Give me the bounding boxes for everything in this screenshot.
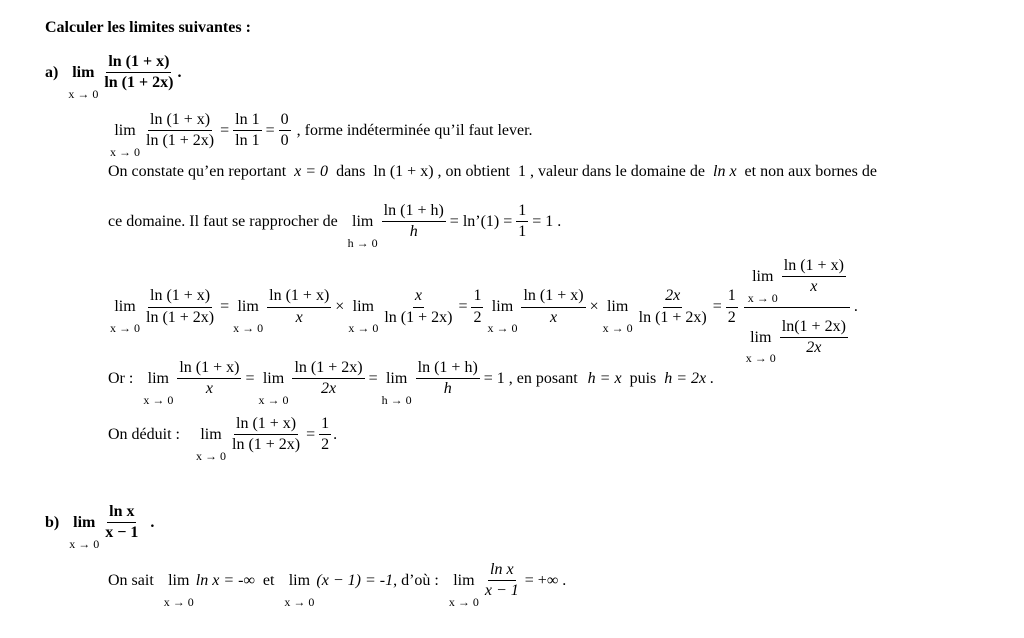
fraction: $\frac{\ln (1 + 2x)}{2x}$ bbox=[294, 358, 363, 398]
limit-operator: lim h → 0 bbox=[381, 370, 412, 407]
limit-operator: lim x → 0 bbox=[110, 298, 140, 335]
compound-fraction: lim x → 0 ln (1 + x) x lim x → 0 ln(1 + 2x) 2x bbox=[742, 250, 852, 364]
fraction: $\frac{1}{2}$ bbox=[727, 287, 736, 326]
fraction: $\frac{2x}{\ln (1 + 2x)}$ bbox=[638, 287, 707, 326]
fraction: $\frac{\ln (1 + x)}{x}$ bbox=[523, 287, 584, 326]
limit-operator: lim x → 0 bbox=[284, 572, 315, 609]
fraction: ln x x − 1 bbox=[105, 502, 139, 542]
limit-operator: lim x → 0 bbox=[448, 572, 479, 609]
fraction: $\frac{\ln (1 + x)}{\ln (1 + 2x)}$ bbox=[232, 414, 301, 454]
exercise-b-title: b) lim x → 0 ln x x − 1 . bbox=[45, 496, 154, 550]
fraction: $\frac{1}{2}$ bbox=[473, 287, 482, 326]
limit-operator: lim x → 0 bbox=[69, 514, 100, 551]
limit-operator: lim x → 0 bbox=[602, 298, 633, 335]
limit-operator: lim x → 0 bbox=[258, 370, 289, 407]
exercise-a-title: a) lim x → 0 ln (1 + x) ln (1 + 2x) . bbox=[45, 46, 181, 100]
fraction: ln (1 + x) ln (1 + 2x) bbox=[104, 52, 174, 92]
limit-operator: lim x → 0 bbox=[143, 370, 174, 407]
limit-operator: lim x → 0 bbox=[68, 64, 99, 101]
fraction: $\frac{1}{1}$ bbox=[518, 201, 527, 241]
fraction: $\frac{1}{2}$ bbox=[321, 414, 330, 454]
limit-operator: lim x → 0 bbox=[487, 298, 518, 335]
limit-operator: lim x → 0 bbox=[348, 298, 379, 335]
deduction-line: On déduit : lim x → 0 $\frac{\ln (1 + x)}{\ln (1 + 2x)}$ = $\frac{1}{2}$ . bbox=[108, 408, 337, 462]
paragraph-line-2: ce domaine. Il faut se rapprocher de lim h → 0 $\frac{\ln (1 + h)}{h}$ = ln’(1) = $\frac{1}{1}$ = 1 . bbox=[108, 195, 563, 249]
fraction: $\frac{\text{ln x}}{x - 1}$ bbox=[484, 560, 519, 600]
page-heading: Calculer les limites suivantes : bbox=[45, 19, 251, 36]
fraction: $\frac{\ln (1 + x)}{\ln (1 + 2x)}$ bbox=[146, 287, 215, 326]
or-line: Or : lim x → 0 $\frac{\ln (1 + x)}{x}$ = lim x → 0 $\frac{\ln (1 + 2x)}{2x}$ = lim h → 0 $\frac{\ln (1 + h)}{h}$ = 1 , en posant h = x puis h = 2x . bbox=[108, 352, 714, 406]
fraction: $\frac{x}{\ln (1 + 2x)}$ bbox=[384, 287, 453, 326]
limit-operator: lim x → 0 bbox=[110, 122, 140, 159]
limit-operator: lim x → 0 bbox=[196, 426, 226, 463]
fraction: $\frac{\ln (1 + h)}{h}$ bbox=[417, 358, 478, 398]
fraction: $\frac{\ln (1 + x)}{x}$ bbox=[179, 358, 240, 398]
decomposition-line: lim x → 0 $\frac{\ln (1 + x)}{\ln (1 + 2x)}$ = lim x → 0 $\frac{\ln (1 + x)}{x}$ × lim x → 0 $\frac{x}{\ln (1 + 2x)}$ = $\frac{1}{2}$ lim x → 0 $\frac{\ln (1 + x)}{x}$ × lim x → 0 $\frac{2x}{\ln (1 + 2x)}$ = $\frac{1}{2}$ lim x → 0 ln (1 + x) x lim x → 0 ln(1 + 2x) 2x . bbox=[108, 250, 858, 364]
limit-operator: lim h → 0 bbox=[347, 213, 378, 250]
indeterminate-form-line: lim x → 0 $\frac{\ln (1 + x)}{\ln (1 + 2x)}$ = $\frac{\ln 1}{\ln 1}$ = $\frac{0}{0}$ , forme indéterminée qu’il faut lever. bbox=[108, 104, 533, 158]
limit-operator: lim x → 0 bbox=[163, 572, 194, 609]
exercise-a-label: a) bbox=[45, 63, 59, 81]
fraction: $\frac{\ln (1 + x)}{\ln (1 + 2x)}$ bbox=[146, 110, 215, 150]
fraction: $\frac{\ln 1}{\ln 1}$ bbox=[235, 110, 260, 150]
conclusion-b-line: On sait lim x → 0 ln x = -∞ et lim x → 0 (x − 1) = -1 , d’où : lim x → 0 $\frac{\text{ln x}}{x - 1}$ = +∞ . bbox=[108, 554, 568, 608]
fraction: $\frac{\ln (1 + x)}{x}$ bbox=[269, 287, 330, 326]
paragraph-line-1: On constate qu’en reportant x = 0 dans ln (1 + x) , on obtient 1 , valeur dans le domaine de ln x et non aux bornes de bbox=[108, 163, 877, 180]
exercise-b-label: b) bbox=[45, 513, 60, 531]
limit-operator: lim x → 0 bbox=[233, 298, 264, 335]
fraction: $\frac{0}{0}$ bbox=[280, 110, 289, 150]
fraction: $\frac{\ln (1 + h)}{h}$ bbox=[383, 201, 444, 241]
